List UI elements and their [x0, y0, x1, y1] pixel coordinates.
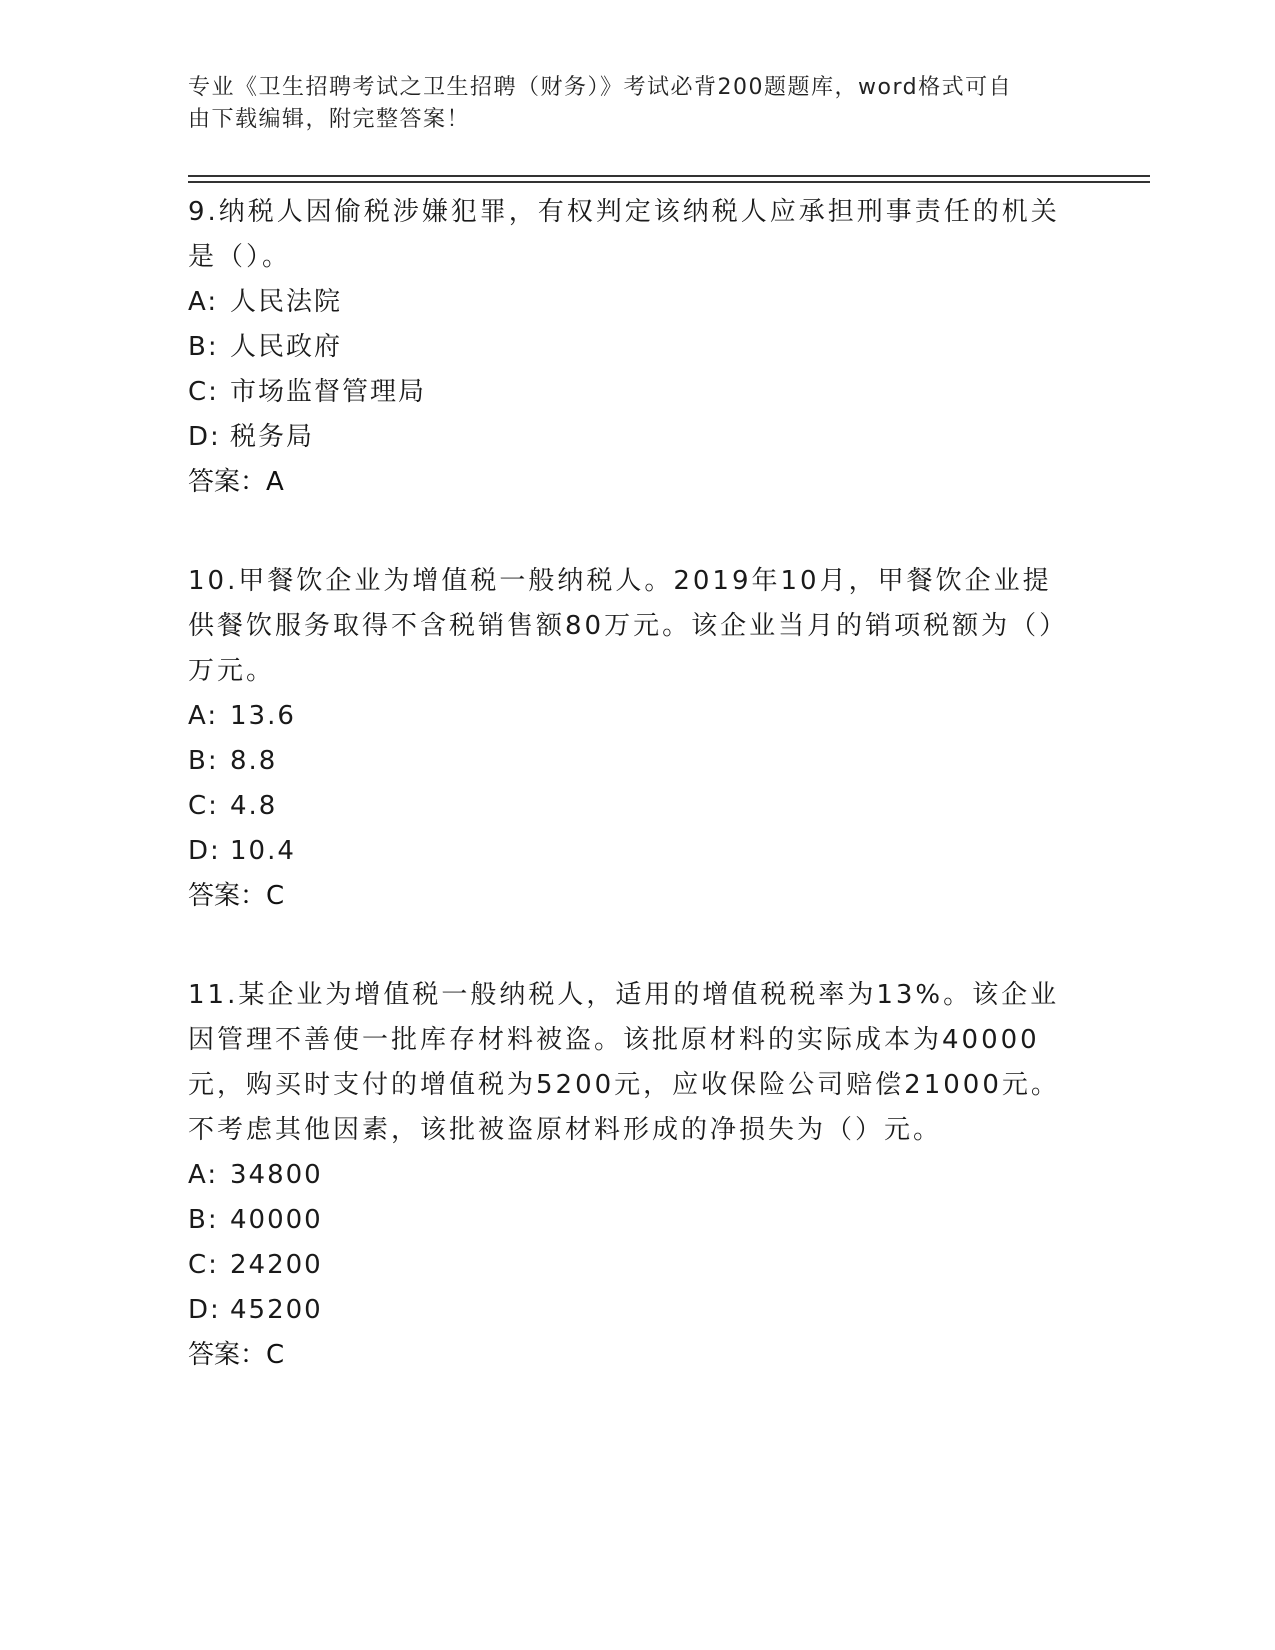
option-text: 税务局	[230, 422, 315, 452]
option-b	[188, 739, 1068, 784]
document-header	[188, 72, 1068, 136]
option-key: D:	[188, 1295, 221, 1325]
option-text: 40000	[230, 1205, 323, 1235]
option-c	[188, 370, 1068, 415]
option-key: B:	[188, 746, 219, 776]
question-9	[188, 190, 1068, 505]
option-key: A:	[188, 701, 219, 731]
answer-line: 答案：C	[188, 1340, 285, 1370]
option-c	[188, 1243, 1068, 1288]
answer-line: 答案：C	[188, 881, 285, 911]
option-text: 市场监督管理局	[230, 377, 427, 407]
question-stem: 9.纳税人因偷税涉嫌犯罪，有权判定该纳税人应承担刑事责任的机关是（）。	[188, 197, 1060, 272]
option-text: 人民法院	[230, 287, 343, 317]
option-key: A:	[188, 287, 219, 317]
option-text: 10.4	[230, 836, 296, 866]
header-line-1: 专业《卫生招聘考试之卫生招聘（财务）》考试必背200题题库，word格式可自	[188, 75, 1013, 100]
header-line-2: 由下载编辑，附完整答案！	[188, 107, 471, 132]
question-10	[188, 559, 1068, 919]
option-d	[188, 1288, 1068, 1333]
option-d	[188, 415, 1068, 460]
question-11	[188, 973, 1068, 1378]
option-text: 人民政府	[230, 332, 343, 362]
question-stem: 10.甲餐饮企业为增值税一般纳税人。2019年10月，甲餐饮企业提供餐饮服务取得不含税销售额80万元。该企业当月的销项税额为（）万元。	[188, 566, 1056, 686]
option-key: A:	[188, 1160, 219, 1190]
option-key: D:	[188, 422, 221, 452]
option-d	[188, 829, 1068, 874]
option-b	[188, 1198, 1068, 1243]
option-text: 24200	[230, 1250, 323, 1280]
option-text: 45200	[230, 1295, 323, 1325]
option-key: B:	[188, 1205, 219, 1235]
question-list	[188, 190, 1068, 1432]
option-key: C:	[188, 377, 219, 407]
option-key: D:	[188, 836, 221, 866]
option-text: 34800	[230, 1160, 323, 1190]
option-key: C:	[188, 1250, 219, 1280]
option-text: 4.8	[230, 791, 278, 821]
question-stem: 11.某企业为增值税一般纳税人，适用的增值税税率为13%。该企业因管理不善使一批库存材料被盗。该批原材料的实际成本为40000元，购买时支付的增值税为5200元，应收保险公司赔偿21000元。不考虑其他因素，该批被盗原材料形成的净损失为（）元。	[188, 980, 1060, 1145]
option-a	[188, 280, 1068, 325]
option-key: C:	[188, 791, 219, 821]
option-a	[188, 694, 1068, 739]
answer-line: 答案：A	[188, 467, 284, 497]
option-c	[188, 784, 1068, 829]
option-text: 8.8	[230, 746, 278, 776]
header-divider-bottom	[188, 181, 1150, 183]
option-text: 13.6	[230, 701, 296, 731]
option-a	[188, 1153, 1068, 1198]
header-divider-top	[188, 175, 1150, 177]
option-key: B:	[188, 332, 219, 362]
option-b	[188, 325, 1068, 370]
